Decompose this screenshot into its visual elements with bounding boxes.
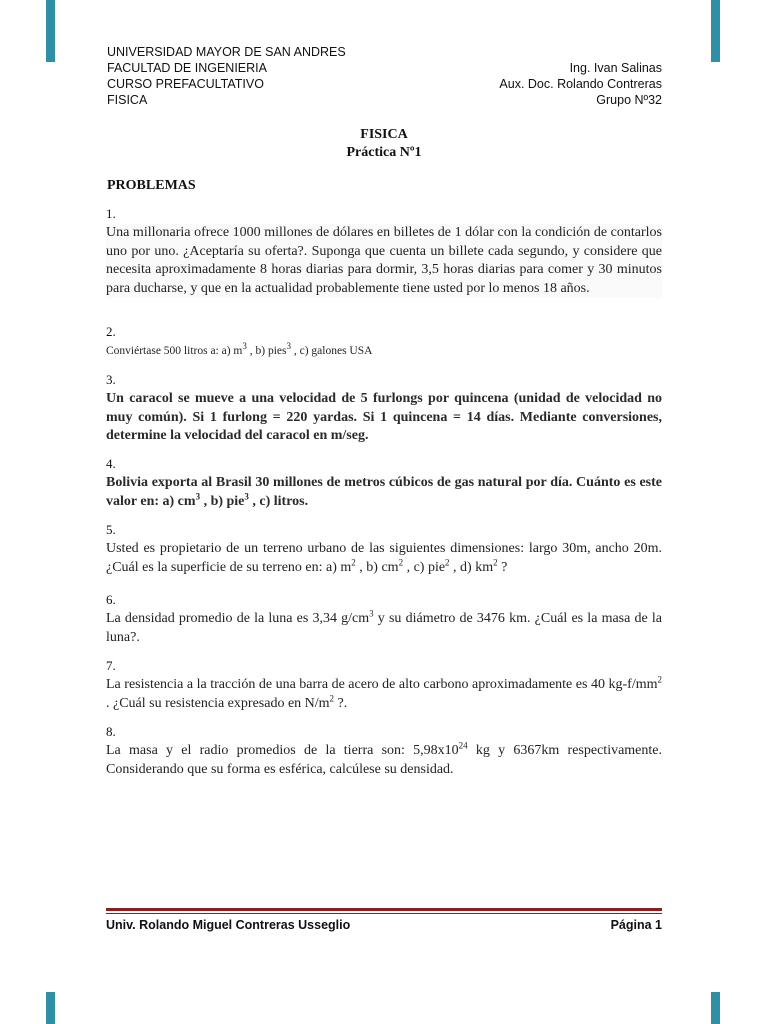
problem-text: Un caracol se mueve a una velocidad de 5 furlongs por quincena (unidad de velocidad no muy común). Si 1 furlong = 220 yardas. Si 1 quincena = 14 días. Mediante conversiones, determine la velocidad del caracol en m/seg. <box>106 391 662 443</box>
problem-text: La densidad promedio de la luna es 3,34 $g/cm^3$ y su diámetro de 3476 km. ¿Cuál es la masa de la luna?. <box>106 608 662 645</box>
problem-text: Una millonaria ofrece 1000 millones de dólares en billetes de 1 dólar con la condición de contarlos uno por uno. ¿Aceptaría su oferta?. Suponga que cuenta un billete cada segundo, y considere que necesita aproximadamente 8 horas diarias para dormir, 3,5 horas diarias para comer y 30 minutos para ducharse, y que en la actualidad probablemente tiene usted por lo menos 18 años. <box>106 224 662 298</box>
footer-rule-thin <box>106 913 662 914</box>
problem-number: 5. <box>106 522 116 537</box>
problem-number: 2. <box>106 324 116 339</box>
header-group: Grupo Nº32 <box>596 93 662 107</box>
footer-rule-thick <box>106 908 662 911</box>
title-practice: Práctica Nº1 <box>346 145 422 160</box>
corner-bar-bottom-right <box>711 992 720 1024</box>
problem-6 <box>106 592 662 647</box>
problem-number: 1. <box>106 206 116 221</box>
footer-author: Univ. Rolando Miguel Contreras Usseglio <box>106 918 351 932</box>
header-subject: FISICA <box>107 93 148 107</box>
problem-text: Conviértase 500 litros a: a) $m^3$ , b) pies$^3$ , c) galones USA <box>106 341 373 357</box>
problem-4 <box>106 456 662 511</box>
corner-bar-top-left <box>46 0 55 62</box>
problem-7 <box>106 658 662 713</box>
section-heading: PROBLEMAS <box>107 178 196 193</box>
problem-1 <box>106 206 662 298</box>
header-staff <box>499 60 662 108</box>
title-subject: FISICA <box>360 127 408 142</box>
problem-number: 7. <box>106 658 116 673</box>
problem-number: 4. <box>106 456 116 471</box>
problem-3 <box>106 372 662 446</box>
problem-text: Usted es propietario de un terreno urbano de las siguientes dimensiones: largo 30m, ancho 20m. ¿Cuál es la superficie de su terreno en: a) $m^2$ , b) $cm^2$ , c) pie$^2$ , d) $km^2$ ? <box>106 541 662 575</box>
header-faculty: FACULTAD DE INGENIERIA <box>107 61 267 75</box>
footer-page-number: Página 1 <box>610 918 662 932</box>
header-instructor: Ing. Ivan Salinas <box>569 61 662 75</box>
header-assistant: Aux. Doc. Rolando Contreras <box>499 77 662 91</box>
page-title <box>0 126 768 162</box>
header-course: CURSO PREFACULTATIVO <box>107 77 264 91</box>
header-institution <box>107 44 346 108</box>
problem-text: La masa y el radio promedios de la tierra son: $5,98x10^{24}$ kg y 6367km respectivamente. Considerando que su forma es esférica, calcúlese su densidad. <box>106 740 663 777</box>
header-university: UNIVERSIDAD MAYOR DE SAN ANDRES <box>107 45 346 59</box>
problem-number: 6. <box>106 592 116 607</box>
problem-5 <box>106 522 662 577</box>
problem-number: 8. <box>106 724 116 739</box>
problem-text: La resistencia a la tracción de una barra de acero de alto carbono aproximadamente es 40 $kg-f/mm^2$ . ¿Cuál su resistencia expresado en $N/m^2$ ?. <box>106 674 662 711</box>
corner-bar-top-right <box>711 0 720 62</box>
corner-bar-bottom-left <box>46 992 55 1024</box>
problem-text: Bolivia exporta al Brasil 30 millones de metros cúbicos de gas natural por día. Cuánto es este valor en: a) $cm^3$ , b) pie$^3$ , c) litros. <box>106 475 662 509</box>
problem-number: 3. <box>106 372 116 387</box>
problem-8 <box>106 724 662 779</box>
problem-2 <box>106 324 662 361</box>
